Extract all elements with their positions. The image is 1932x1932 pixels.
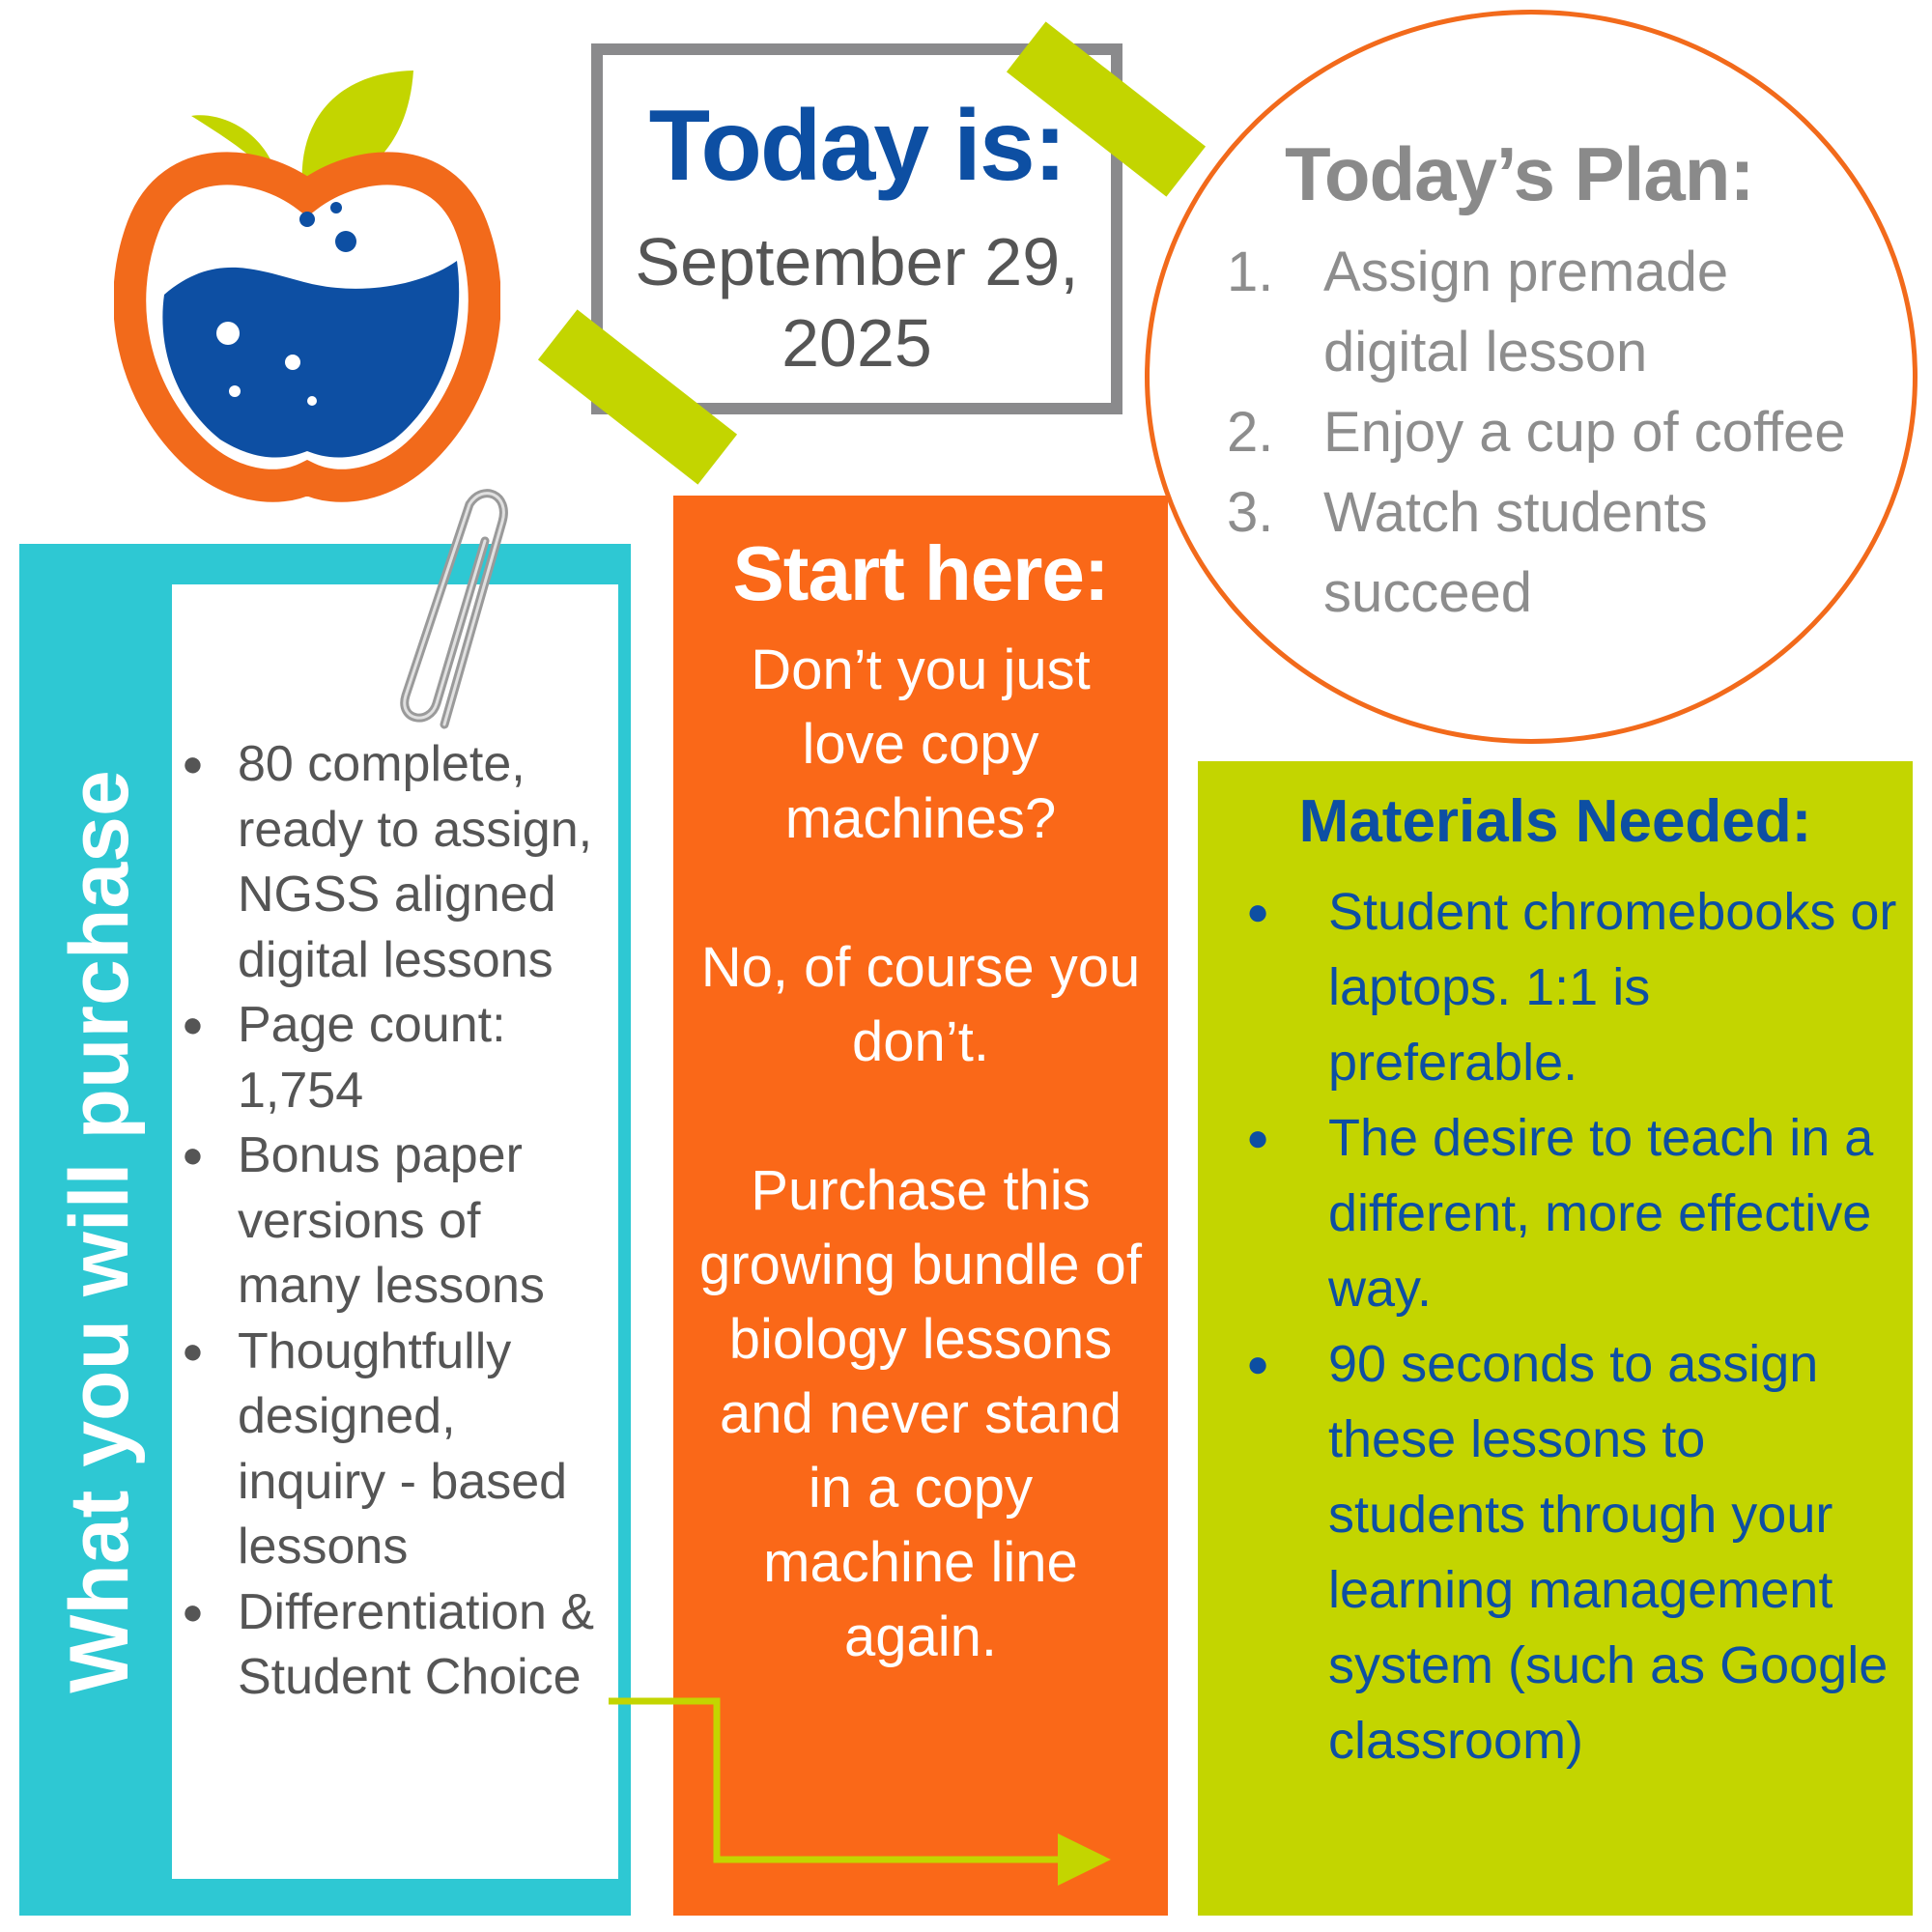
purchase-item-text: 80 complete, ready to assign, NGSS aligned digital lessons <box>238 736 593 988</box>
start-paragraph: No, of course you don’t. <box>700 936 1141 1073</box>
arrow-right-icon <box>609 1681 1130 1903</box>
plan-item <box>1227 472 1864 633</box>
plan-item <box>1227 392 1864 472</box>
purchase-item-text: Page count: 1,754 <box>238 997 506 1119</box>
plan-item <box>1227 232 1864 392</box>
plan-item-number: 1. <box>1227 241 1274 303</box>
plan-item-text: Enjoy a cup of coffee <box>1323 401 1846 464</box>
date-card-value: September 29, 2025 <box>635 224 1079 381</box>
purchase-item-text: Thoughtfully designed, inquiry - based lessons <box>238 1322 568 1575</box>
start-paragraph: Purchase this growing bundle of biology lessons and never stand in a copy machine line again. <box>699 1159 1142 1668</box>
purchase-item-text: Bonus paper versions of many lessons <box>238 1127 545 1314</box>
materials-item-text: 90 seconds to assign these lessons to students through your learning management system (such as Google classroom) <box>1328 1335 1889 1770</box>
bullet-icon: ● <box>182 1591 204 1633</box>
bullet-icon: ● <box>182 1135 204 1176</box>
materials-list <box>1246 874 1903 1778</box>
apple-flask-icon <box>114 53 500 507</box>
plan-item-number: 2. <box>1227 401 1274 464</box>
materials-item-text: Student chromebooks or laptops. 1:1 is preferable. <box>1328 883 1897 1092</box>
paperclip-icon <box>377 483 522 734</box>
purchase-item <box>182 993 611 1123</box>
purchase-item <box>182 1123 611 1320</box>
bullet-icon: ● <box>1246 891 1270 933</box>
bullet-icon: ● <box>182 744 204 784</box>
bullet-icon: ● <box>182 1005 204 1045</box>
bullet-icon: ● <box>1246 1117 1270 1159</box>
plan-item-text: Assign premade digital lesson <box>1323 241 1729 384</box>
date-card-title: Today is: <box>648 90 1065 202</box>
plan-item-number: 3. <box>1227 481 1274 544</box>
materials-item <box>1246 1326 1903 1778</box>
purchase-heading: What you will purchase <box>53 770 146 1693</box>
bullet-icon: ● <box>1246 1343 1270 1385</box>
start-title: Start here: <box>732 530 1109 616</box>
purchase-list <box>182 732 611 1711</box>
materials-item-text: The desire to teach in a different, more effective way. <box>1328 1109 1874 1318</box>
plan-list <box>1227 232 1864 633</box>
purchase-item <box>182 1320 611 1580</box>
plan-item-text: Watch students succeed <box>1323 481 1708 624</box>
materials-item <box>1246 874 1903 1100</box>
start-body <box>696 633 1146 1748</box>
purchase-item <box>182 732 611 993</box>
materials-title: Materials Needed: <box>1298 788 1812 855</box>
purchase-item-text: Differentiation & Student Choice <box>238 1583 595 1705</box>
materials-item <box>1246 1100 1903 1326</box>
start-paragraph: Don’t you just love copy machines? <box>751 639 1091 850</box>
bullet-icon: ● <box>182 1330 204 1372</box>
purchase-item <box>182 1580 611 1711</box>
plan-title: Today’s Plan: <box>1285 131 1754 216</box>
